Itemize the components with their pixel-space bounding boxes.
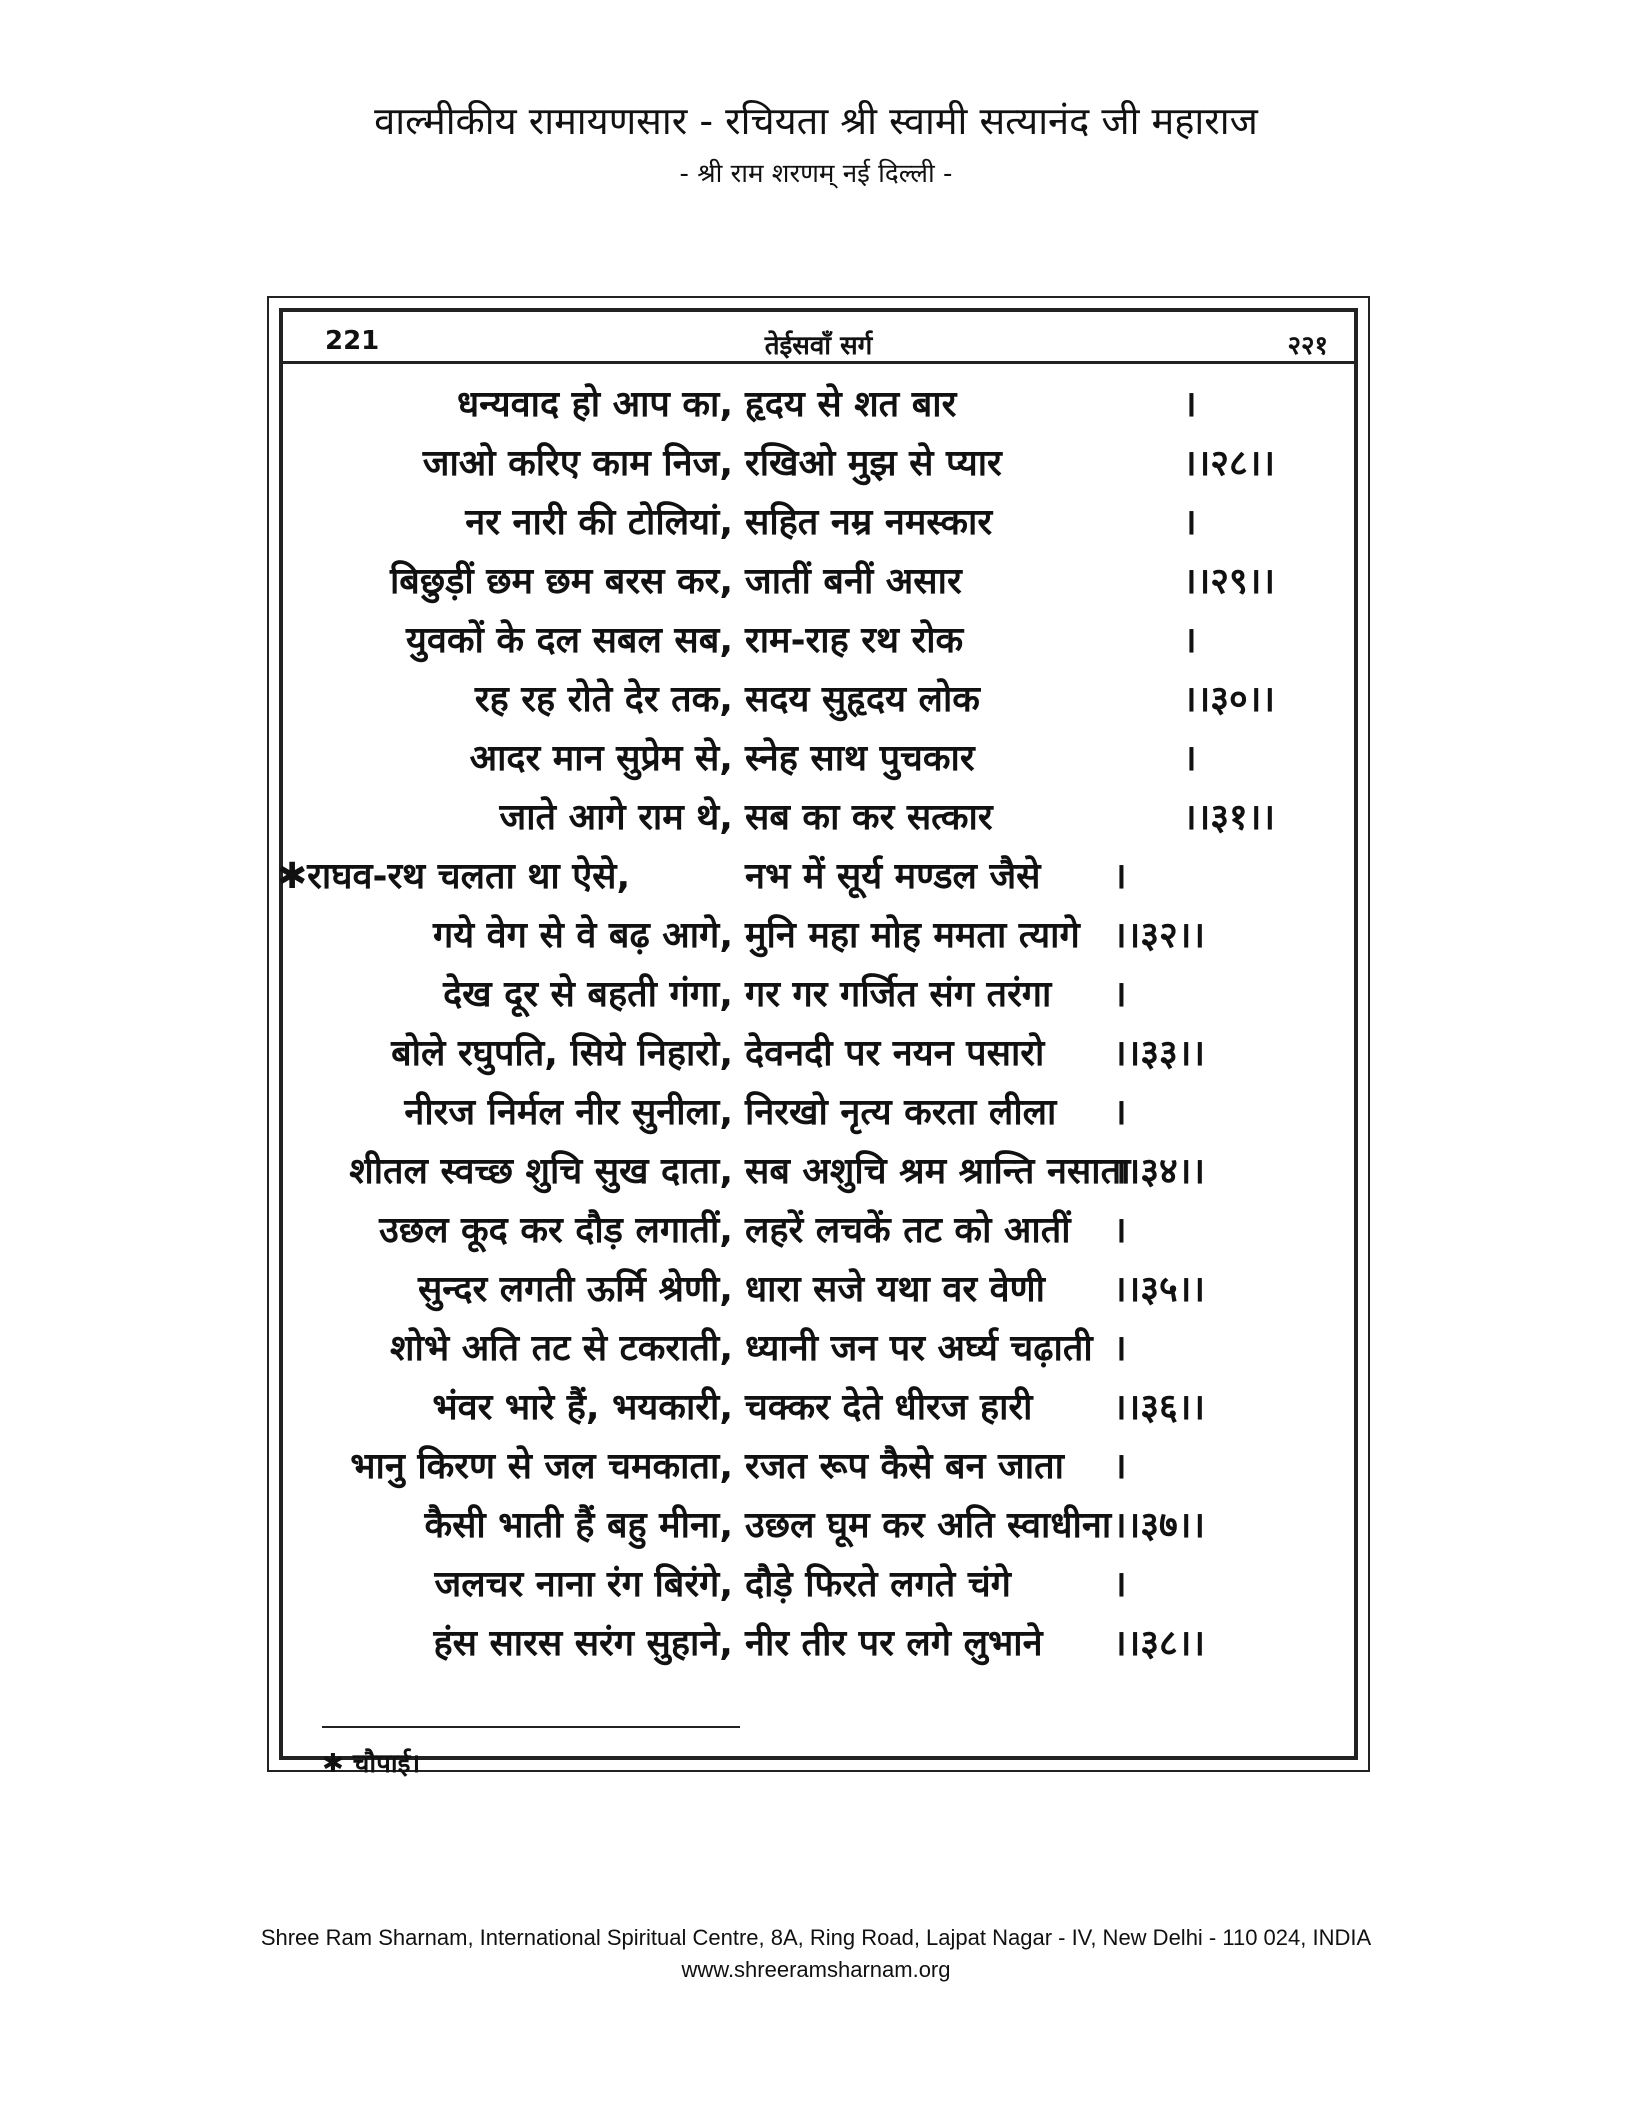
- chapter-title: तेईसवाँ सर्ग: [764, 331, 873, 361]
- verse-line: [283, 960, 1354, 1019]
- verse-first-half: ✱राघव-रथ चलता था ऐसे,: [277, 856, 631, 897]
- page-number-left: 221: [325, 326, 380, 356]
- verse-list: [277, 370, 1354, 1668]
- verse-second-half: दौड़े फिरते लगते चंगे: [745, 1564, 1011, 1605]
- verse-line: [283, 1432, 1354, 1491]
- verse-first-half: बोले रघुपति, सिये निहारो,: [391, 1033, 733, 1074]
- verse-line: [283, 370, 1354, 429]
- verse-second-half: हृदय से शत बार: [745, 384, 957, 425]
- verse-marker: ।: [1113, 1210, 1127, 1251]
- verse-first-half: धन्यवाद हो आप का,: [456, 384, 733, 425]
- footnote-separator: [322, 1726, 740, 1728]
- verse-second-half: रखिओ मुझ से प्यार: [745, 443, 1002, 484]
- verse-marker: ।: [1113, 1092, 1127, 1133]
- verse-line: [283, 1078, 1354, 1137]
- verse-line: [283, 1196, 1354, 1255]
- verse-marker: ।: [1113, 1446, 1127, 1487]
- verse-first-half: भानु किरण से जल चमकाता,: [350, 1446, 733, 1487]
- verse-marker: ।।३१।।: [1183, 797, 1276, 838]
- verse-first-half: भंवर भारे हैं, भयकारी,: [432, 1387, 733, 1428]
- verse-second-half: चक्कर देते धीरज हारी: [745, 1387, 1033, 1428]
- verse-second-half: सब अशुचि श्रम श्रान्ति नसाता: [745, 1151, 1131, 1192]
- verse-second-half: सहित नम्र नमस्कार: [745, 502, 993, 543]
- verse-second-half: उछल घूम कर अति स्वाधीना: [745, 1505, 1112, 1546]
- verse-marker: ।।३२।।: [1113, 915, 1206, 956]
- verse-line: [283, 665, 1354, 724]
- verse-marker: ।: [1183, 384, 1197, 425]
- verse-first-half: नर नारी की टोलियां,: [465, 502, 733, 543]
- verse-second-half: लहरें लचकें तट को आतीं: [745, 1210, 1071, 1251]
- verse-marker: ।।२८।।: [1183, 443, 1276, 484]
- verse-marker: ।: [1183, 620, 1197, 661]
- verse-line: [277, 842, 1354, 901]
- footer-address: Shree Ram Sharnam, International Spiritual Centre, 8A, Ring Road, Lajpat Nagar - IV, New Delhi - 110 024, INDIA: [260, 1925, 1372, 1950]
- page-header: [0, 96, 1632, 194]
- verse-first-half: उछल कूद कर दौड़ लगातीं,: [379, 1210, 733, 1251]
- verse-second-half: गर गर गर्जित संग तरंगा: [745, 974, 1052, 1015]
- verse-first-half: हंस सारस सरंग सुहाने,: [433, 1623, 733, 1664]
- page-footer: [0, 1922, 1632, 1986]
- verse-first-half: गये वेग से वे बढ़ आगे,: [432, 915, 733, 956]
- verse-first-half: आदर मान सुप्रेम से,: [469, 738, 733, 779]
- verse-line: [283, 1491, 1354, 1550]
- verse-first-half: शीतल स्वच्छ शुचि सुख दाता,: [349, 1151, 733, 1192]
- verse-marker: ।।३६।।: [1113, 1387, 1206, 1428]
- verse-marker: ।।२९।।: [1183, 561, 1276, 602]
- verse-second-half: सब का कर सत्कार: [745, 797, 993, 838]
- verse-marker: ।: [1183, 738, 1197, 779]
- verse-second-half: स्नेह साथ पुचकार: [745, 738, 975, 779]
- verse-marker: ।।३८।।: [1113, 1623, 1206, 1664]
- verse-first-half: जाओ करिए काम निज,: [422, 443, 733, 484]
- verse-second-half: रजत रूप कैसे बन जाता: [745, 1446, 1064, 1487]
- verse-first-half: देख दूर से बहती गंगा,: [443, 974, 733, 1015]
- verse-second-half: धारा सजे यथा वर वेणी: [745, 1269, 1046, 1310]
- verse-second-half: मुनि महा मोह ममता त्यागे: [745, 915, 1080, 956]
- verse-line: [283, 1550, 1354, 1609]
- verse-line: [283, 1255, 1354, 1314]
- verse-line: [283, 1373, 1354, 1432]
- verse-line: [283, 1609, 1354, 1668]
- verse-marker: ।।३५।।: [1113, 1269, 1206, 1310]
- verse-line: [283, 1137, 1354, 1196]
- verse-first-half: सुन्दर लगती ऊर्मि श्रेणी,: [417, 1269, 733, 1310]
- verse-second-half: जातीं बनीं असार: [745, 561, 962, 602]
- frame-header: [283, 312, 1354, 364]
- verse-second-half: नीर तीर पर लगे लुभाने: [745, 1623, 1043, 1664]
- verse-marker: ।: [1113, 1564, 1127, 1605]
- verse-second-half: ध्यानी जन पर अर्घ्य चढ़ाती: [745, 1328, 1093, 1369]
- verse-line: [283, 547, 1354, 606]
- verse-marker: ।।३०।।: [1183, 679, 1276, 720]
- verse-line: [283, 783, 1354, 842]
- verse-marker: ।: [1113, 1328, 1127, 1369]
- page-title: वाल्मीकीय रामायणसार - रचियता श्री स्वामी सत्यानंद जी महाराज: [374, 99, 1258, 143]
- verse-line: [283, 901, 1354, 960]
- verse-line: [283, 429, 1354, 488]
- verse-marker: ।: [1113, 856, 1127, 897]
- verse-first-half: युवकों के दल सबल सब,: [405, 620, 733, 661]
- verse-line: [283, 606, 1354, 665]
- footer-website: www.shreeramsharnam.org: [681, 1957, 951, 1982]
- verse-first-half: जलचर नाना रंग बिरंगे,: [434, 1564, 733, 1605]
- page-number-right: २२१: [1287, 331, 1328, 361]
- verse-first-half: कैसी भाती हैं बहु मीना,: [424, 1505, 733, 1546]
- verse-second-half: राम-राह रथ रोक: [745, 620, 964, 661]
- verse-marker: ।।३३।।: [1113, 1033, 1206, 1074]
- footnote: ✱ चौपाई।: [322, 1749, 421, 1779]
- verse-marker: ।।३७।।: [1113, 1505, 1206, 1546]
- verse-first-half: जाते आगे राम थे,: [499, 797, 733, 838]
- verse-marker: ।।३४।।: [1113, 1151, 1206, 1192]
- verse-second-half: सदय सुहृदय लोक: [745, 679, 980, 720]
- verse-line: [283, 724, 1354, 783]
- verse-second-half: देवनदी पर नयन पसारो: [745, 1033, 1045, 1074]
- verse-marker: ।: [1183, 502, 1197, 543]
- verse-line: [283, 1314, 1354, 1373]
- verse-second-half: नभ में सूर्य मण्डल जैसे: [745, 856, 1041, 897]
- verse-first-half: रह रह रोते देर तक,: [474, 679, 733, 720]
- verse-marker: ।: [1113, 974, 1127, 1015]
- verse-second-half: निरखो नृत्य करता लीला: [745, 1092, 1057, 1133]
- verse-line: [283, 488, 1354, 547]
- verse-first-half: नीरज निर्मल नीर सुनीला,: [404, 1092, 733, 1133]
- verse-line: [283, 1019, 1354, 1078]
- page-subtitle: - श्री राम शरणम् नई दिल्ली -: [679, 159, 953, 189]
- verse-first-half: बिछुड़ीं छम छम बरस कर,: [389, 561, 733, 602]
- verse-first-half: शोभे अति तट से टकराती,: [390, 1328, 733, 1369]
